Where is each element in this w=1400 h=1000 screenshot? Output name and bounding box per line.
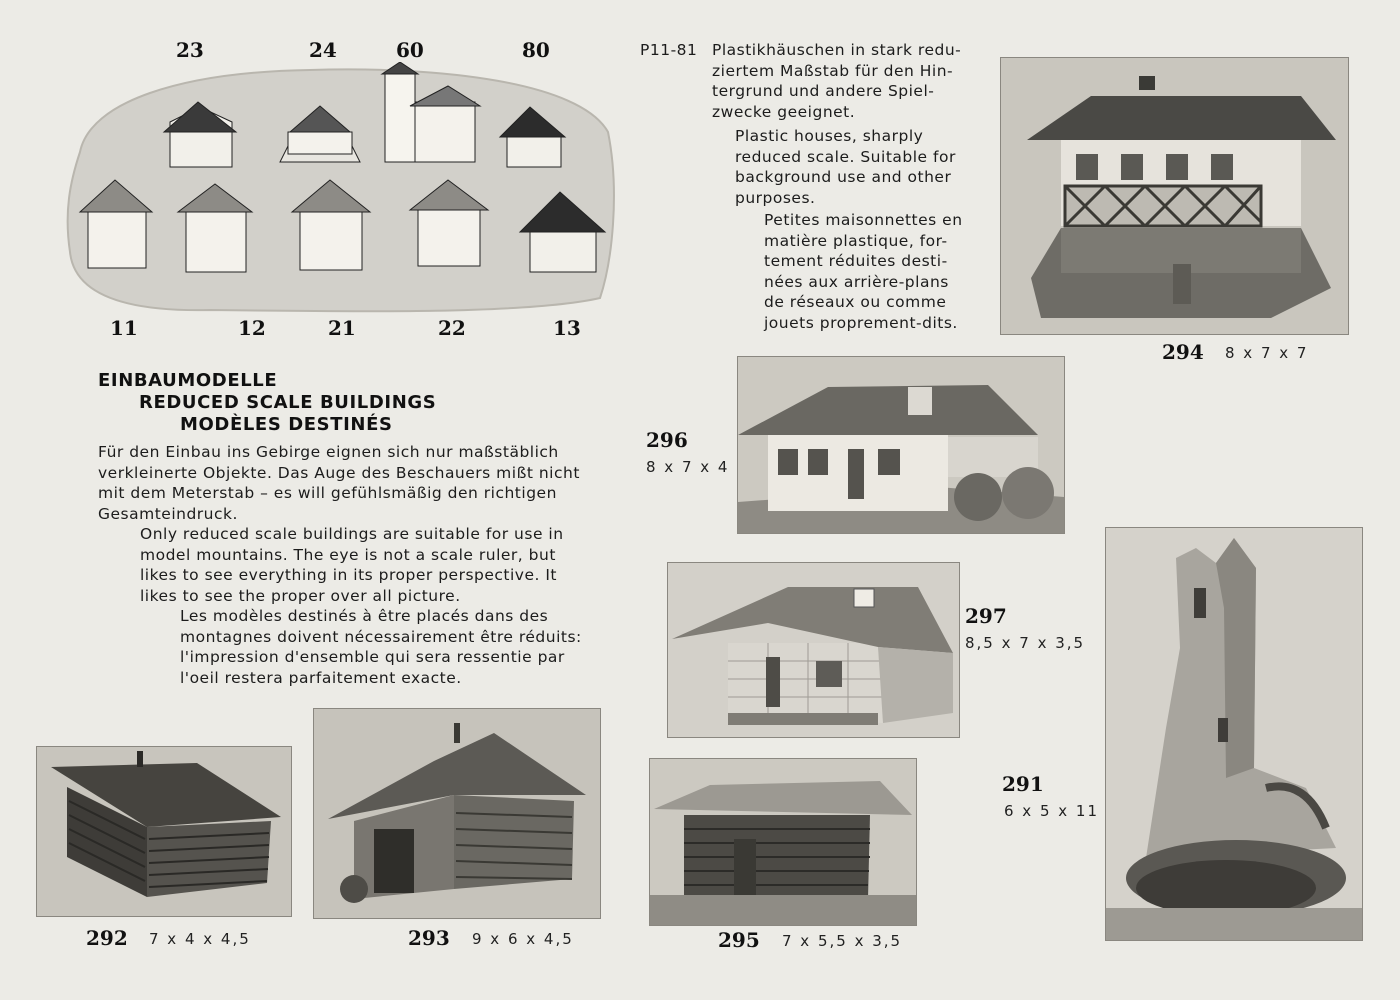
item-291-number: 291 <box>1002 772 1044 796</box>
plastic-houses-code: P11-81 <box>640 41 698 59</box>
label-80: 80 <box>522 38 550 62</box>
text-line: verkleinerte Objekte. Das Auge des Beschauers mißt nicht <box>98 463 580 482</box>
item-297-size: 8,5 x 7 x 3,5 <box>965 634 1086 652</box>
item-294-number: 294 <box>1162 340 1204 364</box>
item-293-number: 293 <box>408 926 450 950</box>
section-text-en <box>140 524 610 606</box>
section-title-fr: MODÈLES DESTINÉS <box>180 414 393 435</box>
item-292-number: 292 <box>86 926 128 950</box>
label-24: 24 <box>309 38 337 62</box>
text-line: Petites maisonnettes en <box>764 211 963 229</box>
text-line: tergrund und andere Spiel- <box>712 82 935 100</box>
text-line: likes to see everything in its proper perspective. It <box>140 566 558 584</box>
photo-291 <box>1105 527 1363 941</box>
text-line: background use and other <box>735 168 952 186</box>
text-line: Gesamteindruck. <box>98 504 238 523</box>
item-295-number: 295 <box>718 928 760 952</box>
plastic-houses-text-en <box>735 126 971 208</box>
label-60: 60 <box>396 38 424 62</box>
photo-293 <box>313 708 601 919</box>
text-line: l'oeil restera parfaitement exacte. <box>180 668 462 687</box>
text-line: montagnes doivent nécessairement être réduits: <box>180 627 582 646</box>
label-11: 11 <box>110 316 138 340</box>
text-line: ziertem Maßstab für den Hin- <box>712 61 954 80</box>
item-292-size: 7 x 4 x 4,5 <box>149 930 251 948</box>
text-line: jouets proprement-dits. <box>764 313 958 332</box>
text-line: reduced scale. Suitable for <box>735 147 956 166</box>
text-line: nées aux arrière-plans <box>764 272 949 291</box>
item-294-size: 8 x 7 x 7 <box>1225 344 1309 362</box>
text-line: l'impression d'ensemble qui sera ressentie par <box>180 648 565 666</box>
section-text-fr <box>180 606 610 688</box>
item-296-number: 296 <box>646 428 688 452</box>
photo-297 <box>667 562 960 738</box>
section-title-en: REDUCED SCALE BUILDINGS <box>139 392 437 413</box>
item-291-size: 6 x 5 x 11 <box>1004 802 1099 820</box>
text-line: Only reduced scale buildings are suitable for use in <box>140 525 564 543</box>
text-line: matière plastique, for- <box>764 231 948 250</box>
photo-296 <box>737 356 1065 534</box>
plastic-houses-photo <box>60 62 620 318</box>
text-line: de réseaux ou comme <box>764 293 947 311</box>
label-22: 22 <box>438 316 466 340</box>
plastic-houses-text-fr <box>764 210 972 333</box>
section-text-de <box>98 442 610 524</box>
item-297-number: 297 <box>965 604 1007 628</box>
plastic-houses-text-de <box>712 40 972 122</box>
text-line: Plastikhäuschen in stark redu- <box>712 41 962 59</box>
item-296-size: 8 x 7 x 4 <box>646 458 730 476</box>
text-line: Les modèles destinés à être placés dans des <box>180 607 549 625</box>
label-23: 23 <box>176 38 204 62</box>
label-13: 13 <box>553 316 581 340</box>
text-line: Für den Einbau ins Gebirge eignen sich nur maßstäblich <box>98 443 559 461</box>
text-line: likes to see the proper over all picture. <box>140 586 461 605</box>
text-line: mit dem Meterstab – es will gefühlsmäßig den richtigen <box>98 484 557 502</box>
section-title-de: EINBAUMODELLE <box>98 370 278 391</box>
label-12: 12 <box>238 316 266 340</box>
photo-294 <box>1000 57 1349 335</box>
item-295-size: 7 x 5,5 x 3,5 <box>782 932 903 950</box>
text-line: model mountains. The eye is not a scale ruler, but <box>140 545 556 564</box>
text-line: Plastic houses, sharply <box>735 127 924 145</box>
photo-292 <box>36 746 292 917</box>
label-21: 21 <box>328 316 356 340</box>
text-line: purposes. <box>735 188 816 207</box>
text-line: tement réduites desti- <box>764 252 948 270</box>
photo-295 <box>649 758 917 926</box>
item-293-size: 9 x 6 x 4,5 <box>472 930 574 948</box>
text-line: zwecke geeignet. <box>712 102 856 121</box>
